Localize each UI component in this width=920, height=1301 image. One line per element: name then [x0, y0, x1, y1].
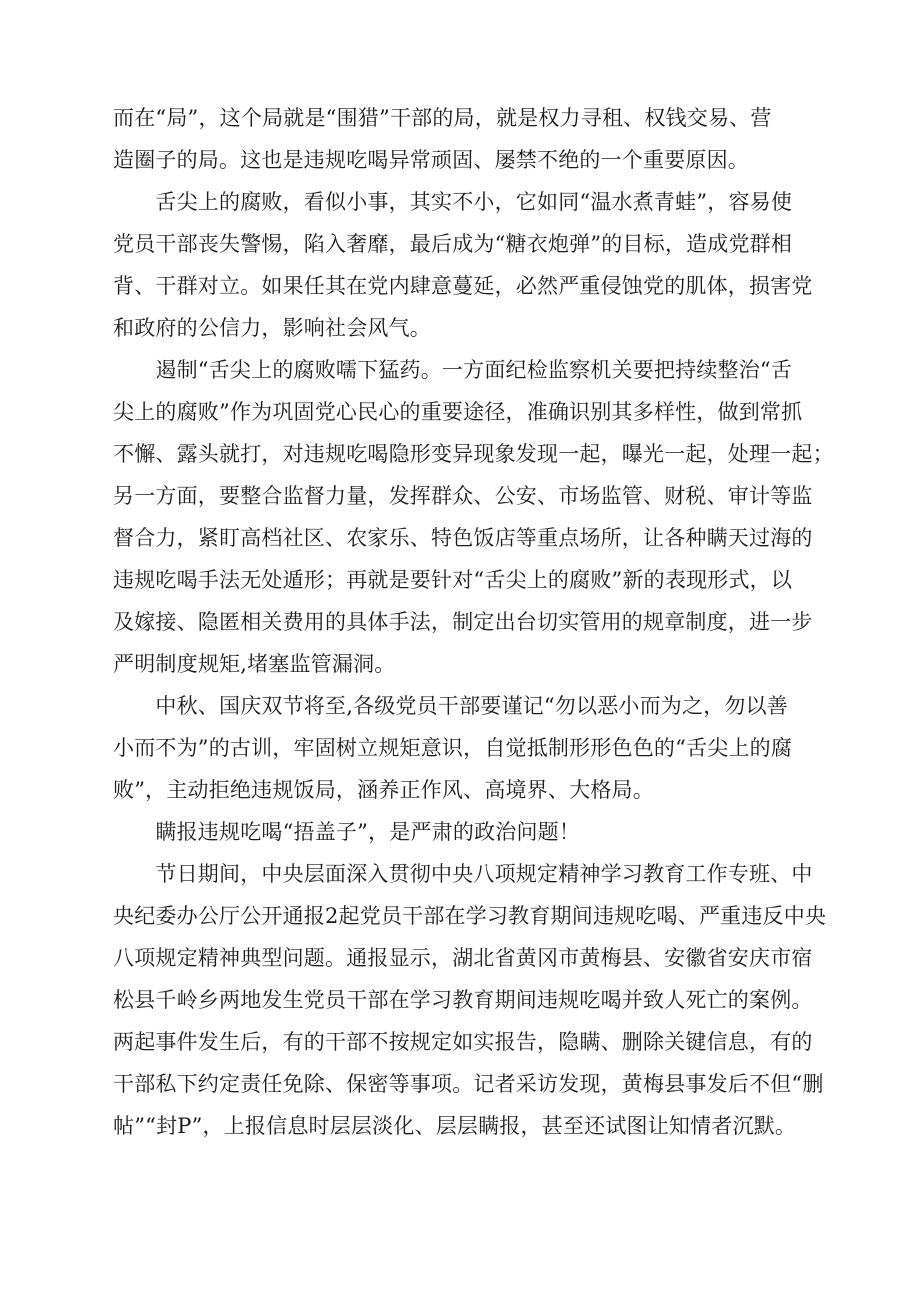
text-line: 央纪委办公厅公开通报2起党员干部在学习教育期间违规吃喝、严重违反中央 [113, 904, 827, 928]
text-line: 遏制“舌尖上的腐败嚅下猛药。一方面纪检监察机关要把持续整治“舌 [113, 358, 793, 382]
text-line: 及嫁接、隐匿相关费用的具体手法，制定出台切实管用的规章制度，进一步 [113, 610, 813, 634]
text-line: 和政府的公信力，影响社会风气。 [113, 316, 431, 340]
text-line: 另一方面，要整合监督力量，发挥群众、公安、市场监管、财税、审计等监 [113, 484, 813, 508]
text-line: 舌尖上的腐败，看似小事，其实不小，它如同“温水煮青蛙”，容易使 [113, 190, 793, 214]
text-line: 帖”“封P”，上报信息时层层淡化、层层瞒报，甚至还试图让知情者沉默。 [113, 1114, 797, 1138]
text-line: 两起事件发生后，有的干部不按规定如实报告，隐瞒、删除关键信息，有的 [113, 1030, 813, 1054]
text-line: 节日期间，中央层面深入贯彻中央八项规定精神学习教育工作专班、中 [113, 862, 813, 886]
text-line: 违规吃喝手法无处遁形；再就是要针对“舌尖上的腐败”新的表现形式，以 [113, 568, 793, 592]
text-line: 严明制度规矩,堵塞监管漏洞。 [113, 652, 396, 676]
text-line: 中秋、国庆双节将至,各级党员干部要谨记“勿以恶小而为之，勿以善 [113, 694, 789, 718]
text-line: 小而不为”的古训，牢固树立规矩意识，自觉抵制形形色色的“舌尖上的腐 [113, 736, 793, 760]
text-line: 而在“局”，这个局就是“围猎”干部的局，就是权力寻租、权钱交易、营 [113, 106, 772, 130]
text-line: 八项规定精神典型问题。通报显示，湖北省黄冈市黄梅县、安徽省安庆市宿 [113, 946, 813, 970]
text-line: 败”，主动拒绝违规饭局，涵养正作风、高境界、大格局。 [113, 778, 654, 802]
text-line: 造圈子的局。这也是违规吃喝异常顽固、屡禁不绝的一个重要原因。 [113, 148, 749, 172]
text-line: 尖上的腐败”作为巩固党心民心的重要途径，准确识别其多样性，做到常抓 [113, 400, 803, 424]
section-heading: 瞒报违规吃喝“捂盖子”，是严肃的政治问题！ [113, 820, 581, 844]
text-line: 督合力，紧盯高档社区、农家乐、特色饭店等重点场所，让各种瞒天过海的 [113, 526, 813, 550]
text-line: 党员干部丧失警惕，陷入奢靡，最后成为“糖衣炮弹”的目标，造成党群相 [113, 232, 793, 256]
text-line: 不懈、露头就打，对违规吃喝隐形变异现象发现一起，曝光一起，处理一起； [113, 442, 834, 466]
text-line: 背、干群对立。如果任其在党内肆意蔓延，必然严重侵蚀党的肌体，损害党 [113, 274, 813, 298]
text-line: 松县千岭乡两地发生党员干部在学习教育期间违规吃喝并致人死亡的案例。 [113, 988, 813, 1012]
text-line: 干部私下约定责任免除、保密等事项。记者采访发现，黄梅县事发后不但“删 [113, 1072, 824, 1096]
document-body [113, 97, 833, 1147]
